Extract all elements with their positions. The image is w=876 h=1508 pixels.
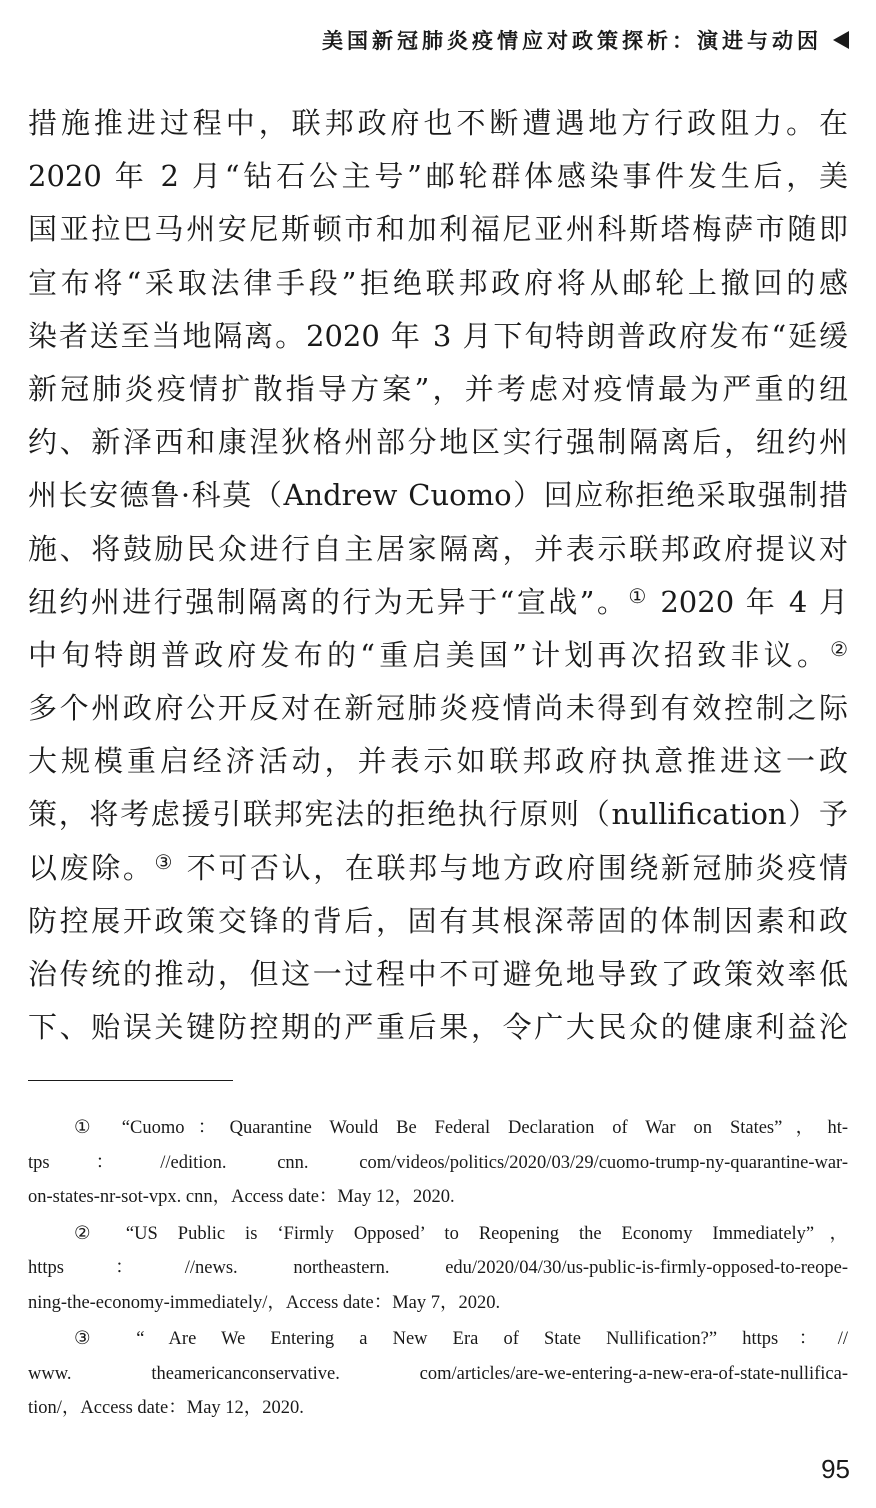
footnote-3 (28, 1322, 848, 1426)
footnote-url-line[interactable]: www. theamericanconservative. com/articles/are-we-entering-a-new-era-of-state-nullifica- (28, 1363, 848, 1384)
body-line-text: 2020 年 4 月 (648, 584, 848, 619)
body-line: 国亚拉巴马州安尼斯顿市和加利福尼亚州科斯塔梅萨市随即 (28, 212, 848, 247)
footnote-marker-2[interactable]: ② (830, 636, 848, 661)
footnote-marker-3[interactable]: ③ (154, 849, 175, 874)
footnotes (28, 1111, 848, 1428)
footnote-divider (28, 1080, 233, 1081)
body-line-text: 以废除。 (28, 850, 155, 885)
footnote-line: ③ “ Are We Entering a New Era of State Nullification?” https：// (74, 1329, 848, 1349)
body-line (28, 576, 848, 629)
body-line: 2020 年 2 月“钻石公主号”邮轮群体感染事件发生后，美 (28, 159, 848, 194)
body-line: 染者送至当地隔离。2020 年 3 月下旬特朗普政府发布“延缓 (28, 318, 848, 353)
left-triangle-icon (832, 30, 850, 50)
body-line: 州长安德鲁·科莫（Andrew Cuomo）回应称拒绝采取强制措 (28, 478, 848, 513)
body-line-text: 不可否认，在联邦与地方政府围绕新冠肺炎疫情 (174, 850, 848, 885)
body-line: 措施推进过程中，联邦政府也不断遭遇地方行政阻力。在 (28, 106, 848, 140)
footnote-line: tion/，Access date：May 12，2020. (28, 1398, 304, 1418)
footnote-line: on-states-nr-sot-vpx. cnn，Access date：May 12，2020. (28, 1187, 455, 1207)
body-text (28, 97, 848, 1054)
body-line: 约、新泽西和康涅狄格州部分地区实行强制隔离后，纽约州 (28, 425, 848, 460)
body-line-text: 中旬特朗普政府发布的“重启美国”计划再次招致非议。 (28, 637, 831, 672)
body-line: 施、将鼓励民众进行自主居家隔离，并表示联邦政府提议对 (28, 531, 848, 566)
footnote-2 (28, 1217, 848, 1321)
running-header (250, 22, 850, 58)
body-line: 治传统的推动，但这一过程中不可避免地导致了政策效率低 (28, 957, 848, 991)
body-line (28, 842, 848, 895)
body-line: 防控展开政策交锋的背后，固有其根深蒂固的体制因素和政 (28, 903, 848, 938)
footnote-line: ① “Cuomo：Quarantine Would Be Federal Declaration of War on States”，ht- (74, 1118, 848, 1138)
body-line: 大规模重启经济活动，并表示如联邦政府执意推进这一政 (28, 744, 848, 779)
body-line: 多个州政府公开反对在新冠肺炎疫情尚未得到有效控制之际 (28, 691, 848, 726)
body-line: 策，将考虑援引联邦宪法的拒绝执行原则（nullification）予 (28, 797, 848, 832)
footnote-marker-1[interactable]: ① (628, 583, 649, 608)
body-line: 下、贻误关键防控期的严重后果，令广大民众的健康利益沦 (28, 1010, 848, 1045)
body-line: 新冠肺炎疫情扩散指导方案”，并考虑对疫情最为严重的纽 (28, 371, 848, 406)
running-header-title: 美国新冠肺炎疫情应对政策探析：演进与动因 (322, 29, 822, 53)
footnote-line: ② “US Public is ‘Firmly Opposed’ to Reopening the Economy Immediately”， (74, 1223, 848, 1244)
body-line-text: 纽约州进行强制隔离的行为无异于“宣战”。 (28, 584, 629, 619)
page-number: 95 (821, 1454, 850, 1484)
footnote-line: ning-the-economy-immediately/，Access date：May 7，2020. (28, 1292, 501, 1313)
footnote-url-line[interactable]: tps：//edition. cnn. com/videos/politics/2020/03/29/cuomo-trump-ny-quarantine-war- (28, 1152, 848, 1173)
footnote-url-line[interactable]: https：//news. northeastern. edu/2020/04/30/us-public-is-firmly-opposed-to-reope- (28, 1258, 848, 1278)
footnote-1 (28, 1111, 848, 1215)
body-line: 宣布将“采取法律手段”拒绝联邦政府将从邮轮上撤回的感 (28, 265, 848, 300)
body-line (28, 629, 848, 682)
